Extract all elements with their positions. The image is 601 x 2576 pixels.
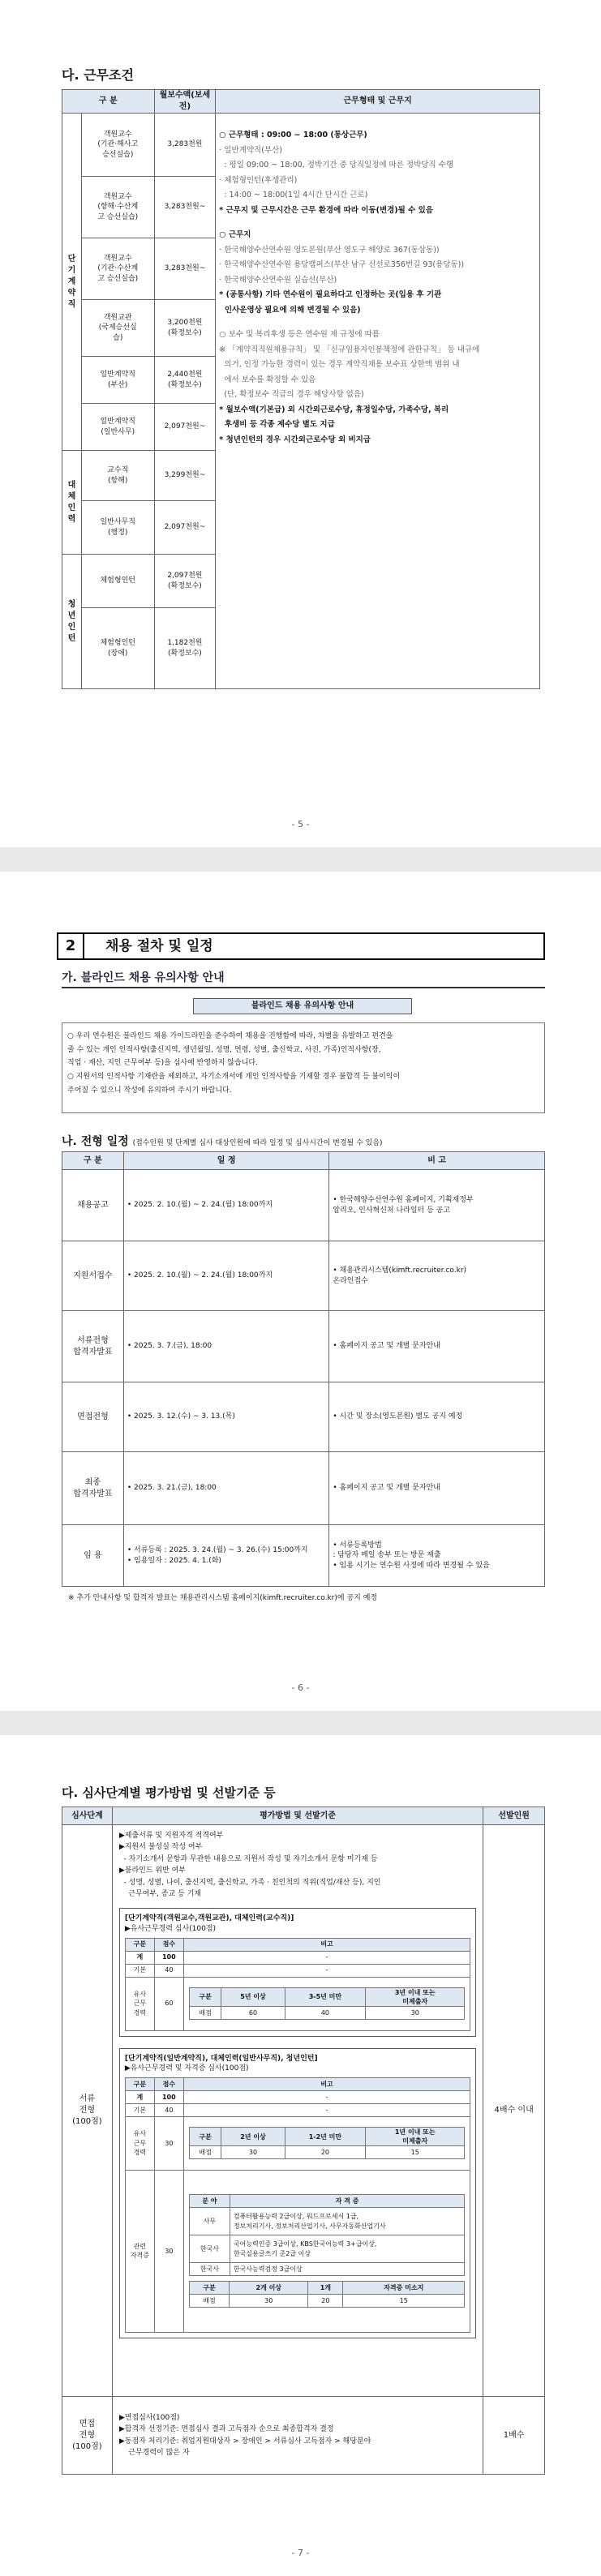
header-category: 구 분 [62,1152,124,1170]
sub-title-schedule-text: 나. 전형 일정 [62,1135,129,1148]
work-desc-line: * 월보수액(기본급) 외 시간외근로수당, 휴정일수당, 가족수당, 복리 [219,405,449,414]
schedule-key: 면접전형 [62,1382,124,1452]
notice-line: ○ 우리 연수원은 블라인드 채용 가이드라인을 준수하여 채용을 진행함에 따라, 차별을 유발하고 편견을 [67,1032,393,1040]
work-desc-line: ○ 근무지 [219,230,251,240]
cell: - [183,1951,470,1964]
schedule-note: • 홈페이지 공고 및 개별 문자안내 [329,1452,545,1525]
criteria-line: - 자기소개서 문항과 무관한 내용으로 지원서 작성 및 자기소개서 문항 미기재 등 [118,1854,378,1863]
score-table-2 [125,2077,470,2333]
header-pay: 월보수액(보세전) [154,90,216,114]
cell: 한국사 [189,2235,230,2263]
inner-header: 1-2년 미만 [285,2128,366,2146]
cell: 15 [366,2146,465,2159]
cell: 기본 [125,2103,154,2116]
criteria-line: ▶면접심사(100점) [118,2413,180,2422]
divider [62,987,545,988]
row-name: 객원교관 (국제승선실 습) [81,300,154,357]
cell: 60 [154,1977,183,2030]
schedule-key: 서류전형 합격자발표 [62,1311,124,1382]
schedule-note: • 한국해양수산연수원 홈페이지, 기획재정부 알리오, 인사혁신처 나라일터 등 공고 [329,1170,545,1241]
work-desc-line: (단, 확정보수 직급의 경우 해당사항 없음) [219,390,364,400]
cell: 20 [285,2146,366,2159]
criteria-line: ▶제출서류 및 지원자격 적격여부 [118,1832,224,1840]
inner-header: 비고 [183,1938,470,1951]
page-5 [0,0,601,847]
box-title: [단기계약직(객원교수,객원교관), 대체인력(교수직)] [124,1914,294,1923]
group-label-short-term: 단 기 계 약 직 [62,114,82,451]
schedule-date: • 2025. 3. 12.(수) ~ 3. 13.(목) [123,1382,329,1452]
chapter-title: 채용 절차 및 일정 [84,932,545,960]
schedule-note: • 서류등록방법 : 담당자 메일 송부 또는 방문 제출 • 임용 시기는 연수원 사정에 따라 변경될 수 있음 [329,1525,545,1587]
header-count: 선발인원 [483,1807,545,1825]
group-label-substitute: 대 체 인 력 [62,451,82,555]
inner-header: 3-5년 미만 [285,1987,366,2006]
cell: 60 [221,2007,285,2020]
cell: 한국사능력검정 3급이상 [230,2263,464,2276]
row-pay: 3,283천원~ [154,238,216,300]
document-criteria [112,1825,483,2397]
evaluation-table [62,1807,545,2475]
row-pay: 1,182천원 (확정보수) [154,608,216,689]
schedule-note: (접수인원 및 단계별 심사 대상인원에 따라 일정 및 심사시간이 변경될 수 있음) [132,1139,383,1147]
work-desc-line [219,218,536,228]
notice-line: 직업 · 재산, 지인 근무여부 등)을 심사에 반영하지 않습니다. [67,1059,258,1068]
inner-header: 구분 [189,2128,221,2146]
page-number: - 6 - [291,1682,310,1693]
notice-title: 블라인드 채용 유의사항 안내 [193,998,412,1014]
work-desc-line: · 한국해양수산연수원 실습선(부산) [219,275,337,285]
row-name: 체험형인턴 (장애) [81,608,154,689]
cell: - [183,1964,470,1977]
row-name: 객원교수 (기관·해사고 승선실습) [81,114,154,177]
cert-subtable-cell [183,2170,470,2332]
row-name: 일반사무직 (행정) [81,501,154,555]
row-pay: 3,283천원 [154,114,216,177]
box-general-contract [119,2048,476,2338]
box-sub: ▶유사근무경력 및 자격증 심사(100점) [124,2064,249,2073]
schedule-note: • 시간 및 장소(영도본원) 별도 공지 예정 [329,1382,545,1452]
cell: 100 [154,1951,183,1964]
cell: 30 [366,2007,465,2020]
work-desc-line: ○ 근무형태 : 09:00 ~ 18:00 (통상근무) [219,131,367,139]
interview-criteria [112,2397,483,2475]
cell: - [183,2103,470,2116]
cell: 배점 [189,2007,221,2020]
cert-subtable [189,2194,465,2276]
work-desc-line: 후생비 등 각종 제수당 별도 지급 [219,420,335,430]
inner-header: 구분 [125,1938,154,1951]
notice-line: 주어질 수 있으니 작성에 유의하여 주시기 바랍니다. [67,1086,232,1095]
count-interview: 1배수 [483,2397,545,2475]
schedule-key: 채용공고 [62,1170,124,1241]
section-title-evaluation: 다. 심사단계별 평가방법 및 선발기준 등 [62,1785,276,1800]
schedule-date: • 서류등록 : 2025. 3. 24.(월) ~ 3. 26.(수) 15:00까지 • 임용일자 : 2025. 4. 1.(화) [123,1525,329,1587]
chapter-number: 2 [57,932,84,960]
row-pay: 2,440천원 (확정보수) [154,357,216,404]
header-method: 평가방법 및 선발기준 [112,1807,483,1825]
schedule-date: • 2025. 2. 10.(월) ~ 2. 24.(월) 18:00까지 [123,1170,329,1241]
cell: 유사 근무 경력 [125,2116,154,2170]
work-desc-line: · 한국해양수산연수원 용당캠퍼스(부산 남구 신선로356번길 93(용당동)) [219,260,465,270]
inner-header: 자 격 증 [230,2195,464,2208]
row-name: 일반계약직 (부산) [81,357,154,404]
exp-subtable-1 [189,1987,465,2020]
work-desc-line: 인사운영상 필요에 의해 변경될 수 있음) [219,305,361,315]
cell: 15 [343,2295,465,2308]
schedule-key: 임 용 [62,1525,124,1587]
cell: 계 [125,2090,154,2103]
exp-subtable-cell [183,1977,470,2030]
work-desc-line: · 체험형인턴(후생관리) [219,175,298,185]
row-pay: 2,097천원~ [154,501,216,555]
page-7 [0,1735,601,2576]
row-pay: 2,097천원 (확정보수) [154,555,216,608]
count-document: 4배수 이내 [483,1825,545,2397]
exp-subtable-2 [189,2127,465,2159]
page-number: - 5 - [291,819,310,829]
cell: 계 [125,1951,154,1964]
criteria-line: ▶블라인드 위반 여부 [118,1867,187,1875]
stage-document: 서류 전형 (100점) [62,1825,113,2397]
header-category: 구 분 [62,90,155,114]
criteria-line: 근무여부, 종교 등 기재 [118,1889,201,1898]
cell: 20 [308,2295,343,2308]
box-title: [단기계약직(일반계약직), 대체인력(일반사무직), 청년인턴] [124,2054,318,2063]
work-desc-line: * (공통사항) 기타 연수원이 필요하다고 인정하는 곳(입용 후 기관 [219,290,442,300]
schedule-date: • 2025. 3. 7.(금), 18:00 [123,1311,329,1382]
schedule-key: 지원서접수 [62,1241,124,1311]
work-desc-line: * 근무지 및 근무시간은 근무 환경에 따라 이동(변경)될 수 있음 [219,205,433,215]
cell: - [183,2090,470,2103]
schedule-date: • 2025. 2. 10.(월) ~ 2. 24.(월) 18:00까지 [123,1241,329,1311]
schedule-note: • 홈페이지 공고 및 개별 문자안내 [329,1311,545,1382]
work-desc-line [219,318,536,328]
row-pay: 2,097천원~ [154,404,216,451]
cell: 유사 근무 경력 [125,1977,154,2030]
inner-header: 3년 이내 또는 미제출자 [366,1987,465,2006]
cert-score-subtable [189,2281,465,2308]
cell: 40 [154,2103,183,2116]
header-work-form: 근무형태 및 근무지 [216,90,540,114]
cell: 국어능력인증 3급이상, KBS한국어능력 3+급이상, 한국실용글쓰기 준2급 이상 [230,2235,464,2263]
row-pay: 3,283천원~ [154,177,216,238]
schedule-note: • 채용관리시스템(kimft.recruiter.co.kr) 온라인접수 [329,1241,545,1311]
header-schedule: 일 정 [123,1152,329,1170]
row-name: 객원교수 (기관·수산계 고 승선실습) [81,238,154,300]
sub-title-blind: 가. 블라인드 채용 유의사항 안내 [62,971,225,984]
inner-header: 2개 이상 [230,2282,308,2295]
sub-title-schedule [62,1133,545,1149]
cell: 한국사 [189,2263,230,2276]
criteria-line: - 성명, 성별, 나이, 출신지역, 출신학교, 가족 · 친인척의 직위(직업/재산 등), 지인 [118,1878,381,1887]
cell: 배점 [189,2295,229,2308]
work-desc-line: 의거, 인정 가능한 경력이 있는 경우 계약직채용 보수표 상한액 범위 내 [219,360,460,370]
inner-header: 자격증 미소지 [343,2282,465,2295]
schedule-date: • 2025. 3. 21.(금), 18:00 [123,1452,329,1525]
inner-header: 1개 [308,2282,343,2295]
notice-line: ○ 지원서의 인적사항 기재란을 제외하고, 자기소개서에 개인 인적사항을 기재할 경우 불합격 등 불이익이 [67,1072,401,1081]
cell: 컴퓨터활용능력 2급이상, 워드프로세서 1급, 정보처리기사, 정보처리산업기사, 사무자동화산업기사 [230,2208,464,2235]
stage-interview: 면접 전형 (100점) [62,2397,113,2475]
row-name: 교수직 (항해) [81,451,154,501]
box-sub: ▶유사근무경력 심사(100점) [124,1924,217,1933]
criteria-line: 근무경력이 많은 자 [118,2448,190,2457]
inner-header: 구분 [125,2077,154,2090]
work-desc-line: ※ 「계약직직원채용규칙」 및 「신규임용자인봉책정에 관한규칙」 등 내규에 [219,345,480,354]
group-label-intern: 청 년 인 턴 [62,555,82,689]
row-pay: 3,200천원 (확정보수) [154,300,216,357]
cell: 40 [285,2007,366,2020]
inner-header: 점수 [154,2077,183,2090]
work-desc-line: · 한국해양수산연수원 영도본원(부산 영도구 해양로 367(동삼동)) [219,245,440,255]
inner-header: 1년 이내 또는 미제출자 [366,2128,465,2146]
section-title-work-conditions: 다. 근무조건 [62,67,134,83]
footnote: ※ 추가 안내사항 및 합격자 발표는 채용관리시스템 홈페이지(kimft.recruiter.co.kr)에 공지 예정 [68,1594,378,1602]
page-number: - 7 - [291,2548,310,2558]
work-desc-line: 에서 보수를 확정할 수 있음 [219,375,316,384]
box-short-term-professor [119,1908,476,2036]
cell: 기본 [125,1964,154,1977]
inner-header: 5년 이상 [221,1987,285,2006]
cell: 40 [154,1964,183,1977]
criteria-line: ▶동점자 처리기준: 취업지원대상자 > 장애인 > 서류심사 고득점자 > 해당분야 [118,2437,371,2445]
header-remarks: 비 고 [329,1152,545,1170]
row-name: 일반계약직 (일반사무) [81,404,154,451]
row-pay: 3,299천원~ [154,451,216,501]
cell: 관련 자격증 [125,2170,154,2332]
cell: 30 [154,2116,183,2170]
cell: 100 [154,2090,183,2103]
inner-header: 분 야 [189,2195,230,2208]
criteria-line: ▶합격자 선정기준: 면접심사 결과 고득점자 순으로 최종합격자 결정 [118,2425,334,2434]
row-name: 체험형인턴 [81,555,154,608]
row-name: 객원교수 (항해·수산계 고 승선실습) [81,177,154,238]
schedule-table [62,1151,545,1587]
exp-subtable-cell [183,2116,470,2170]
inner-header: 비고 [183,2077,470,2090]
inner-header: 구분 [189,1987,221,2006]
cell: 30 [230,2295,308,2308]
inner-header: 점수 [154,1938,183,1951]
cell: 30 [154,2170,183,2332]
notice-line: 줄 수 있는 개인 인적사항(출신지역, 생년월일, 성명, 연령, 성별, 출신학교, 사진, 가족)인적사항(장, [67,1045,381,1054]
inner-header: 2년 이상 [221,2128,285,2146]
work-desc-line: : 14:00 ~ 18:00(1일 4시간 단시간 근로) [219,191,368,200]
cell: 30 [221,2146,285,2159]
schedule-key: 최종 합격자발표 [62,1452,124,1525]
cell: 배점 [189,2146,221,2159]
cell: 사무 [189,2208,230,2235]
inner-header: 구분 [189,2282,229,2295]
work-desc-line: : 평일 09:00 ~ 18:00, 정박기간 중 당직일정에 따른 정박당직 수행 [219,161,454,170]
header-stage: 심사단계 [62,1807,113,1825]
work-desc-line: ○ 보수 및 복리후생 등은 연수원 제 규정에 따름 [219,330,380,340]
work-desc-line: * 청년인턴의 경우 시간외근로수당 외 비지급 [219,435,371,444]
work-description [216,114,540,689]
blind-notice-box [62,1022,545,1113]
page-6 [0,872,601,1711]
work-conditions-table [62,89,540,689]
score-table-1 [125,1938,470,2031]
criteria-line: ▶지원서 불성실 작성 여부 [118,1843,203,1852]
work-desc-line: · 일반계약직(부산) [219,145,282,155]
